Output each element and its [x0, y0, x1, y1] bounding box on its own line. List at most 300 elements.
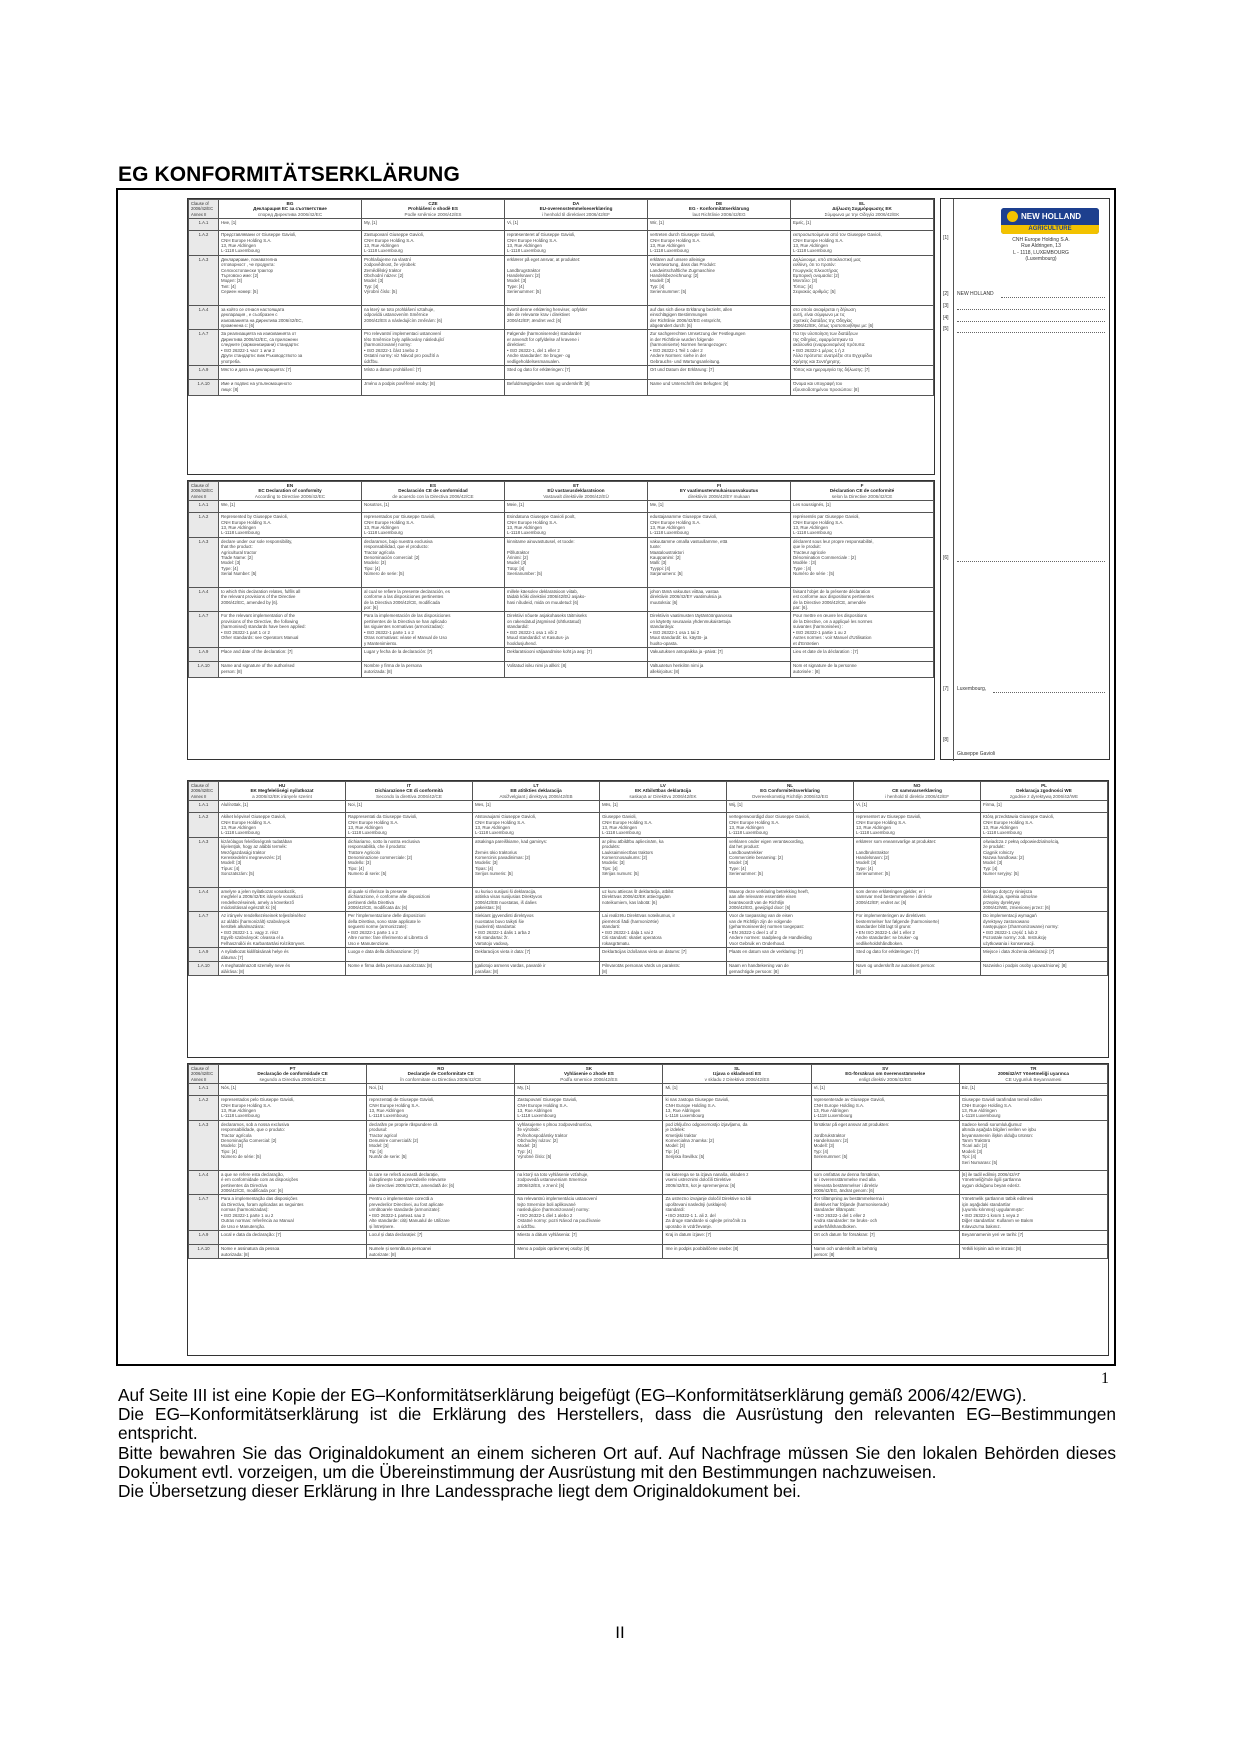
cell-text: Verantwortung, dass das Produkt:: [650, 262, 716, 268]
cell-text: responsabilidad, que el producto:: [364, 544, 429, 550]
cell-text: Serial Number: [5]: [221, 571, 257, 577]
declaration-cell: [648, 255, 791, 305]
cell-text: Ort und Datum der Erklärung: [7]: [650, 367, 714, 373]
table-row: [189, 962, 1108, 976]
declaration-heading: Declarație de Conformitate CE: [407, 1071, 474, 1077]
cell-text: Декларираме, понавателна: [221, 256, 278, 262]
cell-text: dátuma: [7]: [221, 954, 243, 960]
cell-text: underhållshandboken.: [813, 1223, 857, 1229]
cell-text: Žemės ūkio traktorius: [475, 849, 517, 855]
cell-text: rendelkezéseinek, amely a következő: [221, 899, 294, 905]
language-code: CZE: [428, 201, 438, 206]
paragraph: Bitte bewahren Sie das Originaldokument an einem sicheren Ort auf. Auf Nachfrage müssen Sie den lokalen Behörden dieses Dokument evtl. vorzeigen, um die Übereinstimmung der Ausrüstung mit den Bestimmungen nachzuweisen.: [118, 1442, 1116, 1482]
cell-text: Modell: [3]: [221, 860, 242, 866]
declaration-cell: [473, 837, 600, 887]
cell-text: Μοντέλο: [3]: [793, 278, 817, 284]
cell-text: provisions of the Directive, the following: [221, 618, 299, 624]
cell-text: pertinentes da Directiva: [221, 1182, 268, 1188]
declaration-table: [188, 1064, 1108, 1259]
cell-text: Altre norme: fare riferimento al Libretto di: [348, 935, 428, 941]
cell-text: Modelis: [3]: [602, 860, 625, 866]
clause-cell: 1.A.2: [189, 813, 219, 838]
ref-marker: [6]: [943, 555, 949, 561]
declaration-heading: Vyhlásenie o zhode ES: [563, 1071, 614, 1077]
cell-text: Name and signature of the authorised: [221, 663, 295, 669]
cell-text: the relevant provisions of the Directive: [221, 594, 296, 600]
table-row: [189, 366, 934, 380]
cell-text: som denne erklæringen gjelder, er i: [856, 888, 925, 894]
declaration-cell: [515, 1084, 663, 1096]
cell-text: Numele și semnătura persoanei: [369, 1246, 432, 1252]
cell-text: L-1118 Luxembourg: [729, 830, 768, 836]
cell-text: Felhasználói és Karbantartási Kézikönyvet.: [221, 940, 305, 946]
declaration-heading: Декларация ЕС за съответствие: [253, 206, 327, 212]
cell-text: tejto Smernice boli aplikované: [517, 1201, 576, 1207]
cell-text: der Richtlinie 2006/42/EG entspricht,: [650, 317, 722, 323]
declaration-cell: [600, 837, 727, 887]
cell-text: déclarent sous leur propre responsabilité,: [793, 538, 874, 544]
cell-text: 13, Rue Aldringen: [856, 825, 891, 831]
cell-text: Γεωργικός Ελκυστήρας: [793, 267, 839, 273]
clause-cell: 1.A.10: [189, 380, 219, 396]
cell-text: na ktorý sa toto vyhlásenie vzťahuje,: [517, 1171, 589, 1177]
declaration-cell: [362, 662, 505, 678]
clause-header-cell: [189, 200, 219, 219]
cell-text: Volitatud isiku nimi ja allkiri: [8]: [507, 663, 567, 669]
declaration-cell: [362, 330, 505, 366]
table-row: [189, 1231, 1108, 1245]
cell-text: Handelsnamn: [2]: [813, 1138, 849, 1144]
paragraph: Die EG–Konformitätserklärung ist die Erklärung des Herstellers, dass die Ausrüstung den relevanten EG–Bestimmungen entspricht.: [118, 1404, 1116, 1444]
cell-text: Zemědělský traktor: [364, 267, 402, 273]
cell-text: [8]: [856, 968, 861, 974]
cell-text: L-1118 Luxembourg: [221, 1113, 260, 1119]
cell-text: • ISO 26322-1 daļa 1 vai 2: [602, 929, 654, 935]
declaration-heading: EÜ vastavusdeklaratsioon: [547, 488, 605, 494]
cell-text: muutoksia: [6]: [650, 599, 678, 605]
declaration-subheading: Atsižvelgiant į direktyvą 2006/42/EB: [499, 793, 573, 799]
declaration-cell: [219, 813, 346, 838]
clause-header-text: 2006/42/EC: [191, 488, 214, 494]
declaration-cell: [473, 801, 600, 813]
cell-text: Σειριακός αριθμός: [5]: [793, 289, 836, 295]
cell-text: 13, Rue Aldringen: [729, 825, 764, 831]
cell-text: 13, Rue Aldringen: [813, 1108, 849, 1114]
cell-text: 2006/42/EF, endret av: [6]: [856, 899, 907, 905]
declaration-sheet-4: [187, 1063, 1109, 1356]
cell-text: declaramos, bajo nuestra exclusiva: [364, 538, 433, 544]
declaration-cell: [854, 837, 981, 887]
fill-line: [957, 332, 1105, 333]
cell-text: Az irányelv rendelkezéseinek teljesítéséhez: [221, 913, 306, 919]
clause-header-text: Clause of: [191, 783, 209, 788]
fill-line: [957, 561, 1105, 562]
cell-text: • EN ISO 26322-1 del 1 eller 2: [856, 929, 915, 935]
cell-text: declarăm pe proprie răspundere că: [369, 1121, 438, 1127]
clause-cell: 1.A.9: [189, 366, 219, 380]
language-code: RO: [437, 1066, 445, 1071]
ref-marker: [5]: [943, 326, 949, 332]
cell-text: de Uso e Manutenção.: [221, 1223, 266, 1229]
cell-text: a que se refere esta declaração,: [221, 1171, 284, 1177]
cell-text: Ostatní normy: viz Návod pro použití a: [364, 353, 439, 359]
declaration-cell: [219, 366, 362, 380]
cell-text: 2006/42/ES a následujícím změnám: [6]: [364, 317, 442, 323]
declaration-subheading: i henhold til direktivet 2006/42/EF: [542, 211, 610, 217]
cell-text: • ISO 26322-1 parte 1 o 2: [348, 929, 398, 935]
logo-sub-text: AGRICULTURE: [1001, 225, 1099, 234]
cell-text: Típus: [4]: [221, 865, 240, 871]
cell-text: Modeli: [3]: [961, 1148, 983, 1154]
cell-text: van de Richtlijn zijn de volgende: [729, 918, 792, 924]
clause-cell: 1.A.2: [189, 513, 219, 538]
cell-text: kerültek alkalmazásra:: [221, 924, 265, 930]
table-row: [189, 537, 934, 587]
cell-text: За реализацията на изискванията от: [221, 331, 297, 337]
cell-text: Kiti standartai: žr.: [475, 935, 509, 941]
declaration-subheading: According to Directive 2006/42/EC: [254, 493, 326, 499]
cell-text: (harmonisierte) Normen herangezogen:: [650, 342, 727, 348]
clause-header-text: Annex II: [191, 211, 207, 217]
cell-text: Търговско име: [2]: [221, 273, 259, 279]
cell-text: Miejsce i data złożenia deklaracji: [7]: [983, 949, 1055, 955]
language-header-hu: [219, 782, 346, 801]
table-row: [189, 1084, 1108, 1096]
declaration-cell: [648, 219, 791, 231]
language-header-fi: [648, 482, 791, 501]
cell-text: Andere normen: raadpleeg de Handleiding: [729, 935, 812, 941]
cell-text: Voor de toepassing van de eisen: [729, 913, 793, 919]
place-text: Luxembourg,: [957, 686, 987, 692]
cell-text: L-1118 Luxembourg: [961, 1113, 1001, 1119]
cell-text: 2006/42/EG, gewijzigd door: [6]: [729, 905, 791, 911]
cell-text: Namn och underskrift av behörig: [813, 1246, 878, 1252]
declaration-cell: [600, 912, 727, 948]
cell-text: Valtuutetun henkilön nimi ja: [650, 663, 704, 669]
cell-text: samsvar med bestemmelsene i direktiv: [856, 894, 932, 900]
cell-text: Директива 2006/42/ЕС, са приложени: [221, 336, 298, 342]
declaration-sheet-3: [187, 780, 1109, 1058]
declaration-cell: [791, 662, 934, 678]
cell-text: Model: [3]: [221, 560, 241, 566]
cell-text: CNH Europe Holding S.A.: [665, 1102, 716, 1108]
cell-text: beyannamenin ilişkin olduğu ürünün:: [961, 1132, 1034, 1138]
cell-text: Tarım Traktörü: [961, 1138, 991, 1144]
header-row: [189, 1065, 1108, 1084]
cell-text: Kılavuzu'na bakınız.: [961, 1223, 1001, 1229]
cell-text: CNH Europe Holding S.A.: [793, 237, 844, 243]
cell-text: Τύπος: [4]: [793, 283, 813, 289]
cell-text: L-1118 Luxembourg: [221, 530, 260, 536]
cell-text: försäkrar på eget ansvar att produkten:: [813, 1121, 890, 1127]
language-header-lt: [473, 782, 600, 801]
cell-text: Pour mettre en œuvre les dispositions: [793, 613, 867, 619]
language-header-sv: [811, 1065, 959, 1084]
declaration-cell: [362, 612, 505, 648]
cell-text: Andere Normen: siehe in der: [650, 353, 707, 359]
cell-text: Zur sachgerechten Umsetzung der Festlegungen: [650, 331, 746, 337]
cell-text: Model: [3]: [369, 1143, 389, 1149]
cell-text: Rappresentati da Giuseppe Gavioli,: [348, 814, 418, 820]
declaration-heading: EK Megfelelőségi nyilatkozat: [250, 788, 314, 794]
declaration-cell: [663, 1245, 811, 1259]
declaration-cell: [362, 648, 505, 662]
table-row: [189, 948, 1108, 962]
cell-text: Lugar y fecha de la declaración: [7]: [364, 649, 433, 655]
cell-text: nasledujúce (harmonizované) normy:: [517, 1207, 590, 1213]
declaration-cell: [791, 330, 934, 366]
cell-text: 13, Rue Aldringen: [221, 825, 256, 831]
cell-text: representerade av Giuseppe Gavioli,: [813, 1097, 886, 1103]
cell-text: Място и дата на декларацията: [7]: [221, 367, 292, 373]
cell-text: Giuseppe Gavioli tarafından temsil edilen: [961, 1097, 1042, 1103]
cell-text: že výrobok:: [517, 1127, 540, 1133]
cell-text: Vartotojo vadovą.: [475, 940, 509, 946]
declaration-cell: [362, 587, 505, 612]
cell-text: L-1118 Luxembourg: [369, 1113, 408, 1119]
cell-text: (harmonizované) normy:: [364, 342, 412, 348]
declaration-cell: [505, 366, 648, 380]
cell-text: Direktiivin vaatimusten täytäntöönpanossa: [650, 613, 733, 619]
declaration-cell: [219, 612, 362, 648]
cell-text: Model: [3]: [507, 278, 527, 284]
table-row: [189, 255, 934, 305]
cell-text: Type: [4]: [221, 565, 238, 571]
declaration-cell: [362, 366, 505, 380]
header-row: [189, 782, 1108, 801]
declaration-cell: [981, 813, 1108, 838]
cell-text: Siekiant įgyvendinti direktyvos: [475, 913, 534, 919]
cell-text: 13, Rue Aldringen: [475, 825, 510, 831]
declaration-cell: [959, 1245, 1107, 1259]
cell-text: CNH Europe Holding S.A.: [507, 519, 558, 525]
cell-text: autorisée : [8]: [793, 668, 820, 674]
declaration-cell: [648, 513, 791, 538]
declaration-heading: CE samsvarserklæring: [892, 788, 942, 794]
cell-text: Nosotros, [1]: [364, 502, 389, 508]
cell-text: För tillämpning av bestämmelserna i: [813, 1196, 885, 1202]
cell-text: 13, Rue Aldringen: [507, 243, 542, 249]
cell-text: Beyannamenin yeri ve tarihi: [7]: [961, 1232, 1024, 1238]
cell-text: Atstovaujami Giuseppe Gavioli,: [475, 814, 537, 820]
cell-text: in der Richtlinie wurden folgende: [650, 336, 714, 342]
cell-text: vertegenwoordigd door Giuseppe Gavioli,: [729, 814, 810, 820]
declaration-subheading: според Директива 2006/42/ЕС: [257, 211, 323, 217]
cell-text: person: [8]: [221, 668, 242, 674]
cell-text: 2006/42/WE, zmienionej przez: [6]: [983, 905, 1050, 911]
declaration-frame: [116, 188, 1116, 1366]
cell-text: • ISO 26322-1 1. vagy 2. rész: [221, 929, 279, 935]
declaration-cell: [648, 366, 791, 380]
cell-text: tuote:: [650, 544, 661, 550]
cell-text: Сериен номер: [5]: [221, 289, 258, 295]
declaration-subheading: de acuerdo con la Directiva 2006/42/CE: [392, 493, 474, 499]
cell-text: Други стандарти: виж Ръководството за: [221, 353, 303, 359]
declaration-sheet-1: [187, 198, 935, 475]
cell-text: • ISO 26322-1, del 1 eller 2: [507, 347, 560, 353]
cell-text: L-1118 Luxembourg: [221, 830, 260, 836]
cell-text: Άλλα πρότυπα: ανατρέξτε στο Εγχειρίδιο: [793, 353, 873, 359]
declaration-cell: [219, 962, 346, 976]
cell-text: Vi, [1]: [813, 1085, 825, 1091]
cell-text: εκπροσωπούμενοι από τον Giuseppe Gavioli,: [793, 232, 882, 238]
cell-text: representados pelo Giuseppe Gavioli,: [221, 1097, 295, 1103]
declaration-cell: [791, 255, 934, 305]
cell-text: dichiarazione, è conforme alle disposizioni: [348, 894, 431, 900]
table-row: [189, 813, 1108, 838]
cell-text: atitinka visas susijusias Direktyvos: [475, 894, 543, 900]
cell-text: Número de série: [5]: [221, 1154, 261, 1160]
declaration-subheading: Σύμφωνα με την Οδηγία 2006/42/ΕΚ: [824, 211, 900, 217]
declaration-cell: [981, 948, 1108, 962]
cell-text: Mezőgazdasági traktor: [221, 849, 266, 855]
cell-text: autorizate: [8]: [369, 1251, 396, 1257]
cell-text: módosítással egészült ki: [6]: [221, 905, 277, 911]
declaration-heading: Declaración CE de conformidad: [398, 488, 468, 494]
cell-text: Serienummer: [5]: [507, 289, 541, 295]
cell-text: erklären auf unsere alleinige: [650, 256, 706, 262]
declaration-cell: [367, 1120, 515, 1170]
cell-text: Esindatuna Giuseppe Gavioli poolt,: [507, 514, 576, 520]
declaration-cell: [811, 1084, 959, 1096]
cell-text: și Întreținere.: [369, 1223, 395, 1229]
cell-text: représentés par Giuseppe Gavioli,: [793, 514, 860, 520]
declaration-cell: [473, 962, 600, 976]
cell-text: deklaracja, spełnia odnośne: [983, 894, 1038, 900]
cell-text: Tip: [4]: [369, 1148, 383, 1154]
cell-text: que le produit:: [793, 544, 821, 550]
declaration-heading: Déclaration CE de conformité: [829, 488, 895, 494]
clause-cell: 1.A.2: [189, 231, 219, 256]
cell-text: 13, Rue Aldringen: [983, 825, 1018, 831]
cell-text: Place and date of the declaration: [7]: [221, 649, 293, 655]
declaration-cell: [727, 962, 854, 976]
cell-text: Modèle : [3]: [793, 560, 816, 566]
cell-text: Lieu et date de la déclaration : [7]: [793, 649, 858, 655]
cell-text: L-1118 Luxembourg: [221, 248, 260, 254]
declaration-cell: [663, 1084, 811, 1096]
cell-text: 2006/42/ES, kot je spremenjena: [6]: [665, 1182, 736, 1188]
cell-text: Andra standarder: Se bruks- och: [813, 1218, 878, 1224]
cell-text: στο οποίο αναφέρεται η δήλωση: [793, 306, 856, 312]
cell-text: 13, Rue Aldringen: [221, 243, 256, 249]
cell-text: Meno a podpis oprávnenej osoby: [8]: [517, 1246, 590, 1252]
cell-text: • ISO 26322-1 parte 1 ou 2: [221, 1212, 274, 1218]
cell-text: standardeja:: [650, 624, 675, 630]
cell-text: 2006/42/CE, modificata da: [6]: [348, 905, 408, 911]
language-code: IT: [406, 783, 412, 788]
table-row: [189, 648, 934, 662]
cell-text: Trattore Agricolo: [348, 849, 381, 855]
language-code: EN: [286, 483, 294, 488]
cell-text: Modello: [3]: [348, 860, 371, 866]
cell-text: dat het product:: [729, 844, 760, 850]
declaration-cell: [791, 513, 934, 538]
cell-text: L-1118 Luxembourg: [813, 1113, 853, 1119]
cell-text: CNH Europe Holding S.A.: [348, 819, 399, 825]
cell-text: Locul și data declarației: [7]: [369, 1232, 423, 1238]
declaration-cell: [219, 1245, 367, 1259]
cell-text: Tipas: [4]: [475, 865, 493, 871]
declaration-cell: [219, 801, 346, 813]
cell-text: la care se referă această declarație,: [369, 1171, 439, 1177]
cell-text: Tip: [4]: [665, 1148, 679, 1154]
cell-text: • ISO 26322-1 част 1 или 2: [221, 347, 275, 353]
declaration-cell: [600, 962, 727, 976]
cell-text: Mi, [1]: [665, 1085, 678, 1091]
cell-text: Akiket képvisel Giuseppe Gavioli,: [221, 814, 286, 820]
declaration-cell: [648, 330, 791, 366]
cell-text: direktivet har följande (harmoniserade): [813, 1201, 889, 1207]
cell-text: pakeistas: [6]: [475, 905, 501, 911]
declaration-cell: [648, 537, 791, 587]
declaration-cell: [219, 1195, 367, 1231]
cell-text: responsabilità, che il prodotto:: [348, 844, 407, 850]
declaration-table: [188, 481, 934, 678]
cell-text: Firma, [1]: [983, 802, 1002, 808]
declaration-subheading: în conformitate cu Directiva 2006/42/CE: [400, 1076, 482, 1082]
cell-text: da Directiva, foram aplicadas as seguintes: [221, 1201, 304, 1207]
cell-text: bestemmelser har følgende (harmoniserte): [856, 918, 940, 924]
declaration-cell: [219, 513, 362, 538]
cell-text: millele käesolev deklaratsioon viitab,: [507, 588, 579, 594]
cell-text: autorizada: [8]: [364, 668, 392, 674]
figure-number: 1: [1101, 1370, 1109, 1387]
language-header-ro: [367, 1065, 515, 1084]
table-row: [189, 380, 934, 396]
cell-text: representert av Giuseppe Gavioli,: [856, 814, 922, 820]
declaration-cell: [515, 1170, 663, 1195]
cell-text: Yönetmeliği'nde ilgili şartlarına: [961, 1177, 1021, 1183]
cell-text: al quale si riferisce la presente: [348, 888, 408, 894]
declaration-cell: [791, 537, 934, 587]
cell-text: • ISO 26322-1 μέρος 1 ή 2: [793, 347, 845, 353]
declaration-cell: [219, 648, 362, 662]
cell-text: Waarop deze verklaring betrekking heeft,: [729, 888, 809, 894]
cell-text: faisant l'objet de la présente déclaration: [793, 588, 871, 594]
language-header-lv: [600, 782, 727, 801]
declaration-cell: [515, 1195, 663, 1231]
cell-text: CNH Europe Holding S.A.: [364, 237, 415, 243]
cell-text: We, [1]: [221, 502, 235, 508]
table-row: [189, 330, 934, 366]
cell-text: Befuldmægtigedes navn og underskrift: [8]: [507, 381, 590, 387]
cell-text: zodpovědnost, že výrobek:: [364, 262, 417, 268]
cell-text: Nombre y firma de la persona: [364, 663, 422, 669]
clause-header-text: 2006/42/EC: [191, 1071, 214, 1077]
cell-text: Other standards: see Operators Manual: [221, 635, 299, 641]
clause-header-text: 2006/42/EC: [191, 206, 214, 212]
language-header-de: [648, 200, 791, 219]
cell-text: Typ: [4]: [983, 865, 998, 871]
declaration-cell: [505, 219, 648, 231]
cell-text: Noi, [1]: [369, 1085, 384, 1091]
declaration-cell: [515, 1120, 663, 1170]
language-code: FI: [716, 483, 722, 488]
cell-text: употреба.: [221, 358, 241, 364]
declaration-heading: EG - Konformitätserklärung: [688, 206, 750, 212]
cell-text: Tipo: [4]: [221, 1148, 237, 1154]
cell-text: gemachtigde persoon: [8]: [729, 968, 779, 974]
cell-text: CNH Europe Holding S.A.: [813, 1102, 865, 1108]
cell-text: • ISO 26322-1 osa 1 või 2: [507, 629, 558, 635]
declaration-cell: [505, 330, 648, 366]
cell-text: Tyyppi: [4]: [650, 565, 671, 571]
clause-header-text: Annex II: [191, 1076, 207, 1082]
cell-text: Giuseppe Gavioli,: [602, 814, 637, 820]
language-code: F: [860, 483, 864, 488]
declaration-cell: [981, 887, 1108, 912]
